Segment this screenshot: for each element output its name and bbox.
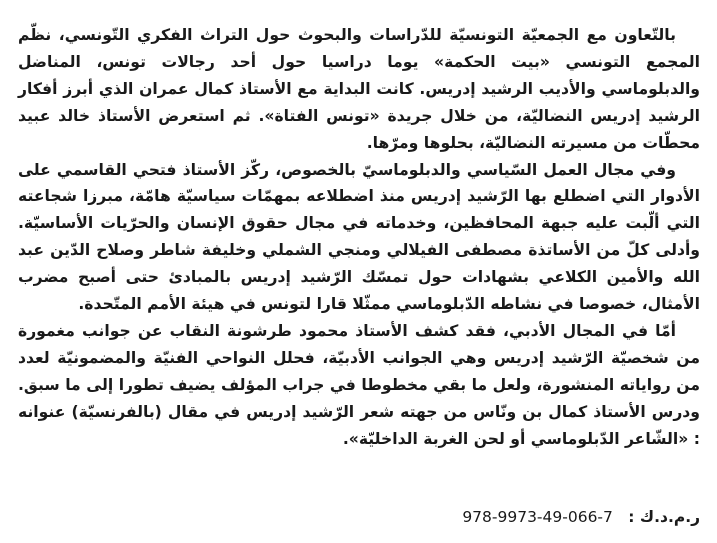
paragraph-literary: أمّا في المجال الأدبي، فقد كشف الأستاذ محمود طرشونة النقاب عن جوانب مغمورة من شخصيّة الرّشيد إدريس وهي الجوانب الأدبيّة، فحلل النواحي الفنيّة والمضمونيّة لعدد من رواياته المنشورة، ولعل ما بقي مخطوطا في جراب المؤلف يضيف تطورا إلى ما سبق. ودرس الأستاذ كمال بن ونّاس من جهته شعر الرّشيد إدريس في مقال (بالفرنسيّة) عنوانه : «الشّاعر الدّبلوماسي أو لحن الغربة الداخليّة». — [18, 321, 700, 448]
paragraph-intro: بالتّعاون مع الجمعيّة التونسيّة للدّراسات والبحوث حول التراث الفكري التّونسي، نظّم المجمع التونسي «بيت الحكمة» يوما دراسيا حول أحد رجالات تونس، المناضل والدبلوماسي والأديب الرشيد إدريس. كانت البداية مع الأستاذ كمال عمران الذي أبرز أفكار الرشيد إدريس النضاليّة، من خلال جريدة «تونس الفتاة». ثم استعرض الأستاذ خالد عبيد محطّات من مسيرته النضاليّة، بحلوها ومرّها. — [18, 26, 700, 152]
isbn-label: ر.م.د.ك : — [628, 508, 700, 526]
paragraph-political: وفي مجال العمل السّياسي والدبلوماسيّ بالخصوص، ركّز الأستاذ فتحي القاسمي على الأدوار التي اضطلع بها الرّشيد إدريس منذ اضطلاعه بمهمّات سياسيّة هامّة، مبرزا شجاعته التي ألّبت عليه جبهة المحافظين، وخدماته في مجال حقوق الإنسان والحرّيات الأساسيّة. وأدلى كلّ من الأساتذة مصطفى الفيلالي ومنجي الشملي وخليفة شاطر وصلاح الدّين عبد الله والأمين الكلاعي بشهادات حول تمسّك الرّشيد إدريس بالمبادئ حتى أصبح مضرب الأمثال، خصوصا في نشاطه الدّبلوماسي ممثّلا قارا لتونس في هيئة الأمم المتّحدة. — [18, 160, 700, 314]
article-body — [18, 22, 700, 453]
isbn-number: 978-9973-49-066-7 — [462, 508, 613, 526]
isbn-line — [18, 508, 700, 526]
